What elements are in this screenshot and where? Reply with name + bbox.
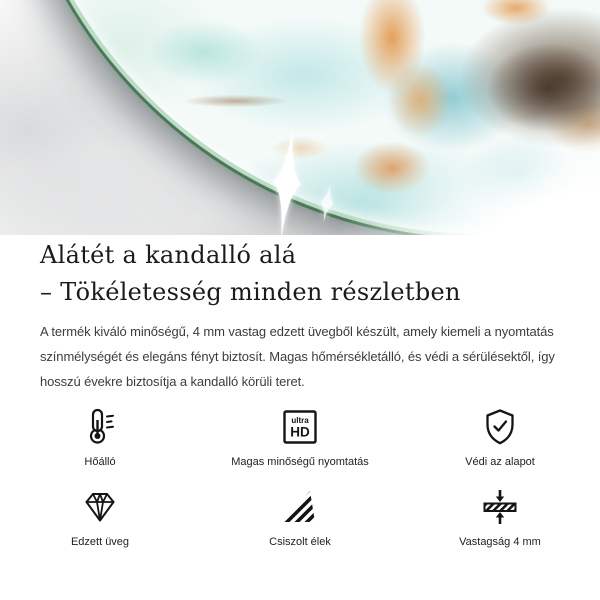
feature-label: Vastagság 4 mm — [459, 536, 541, 548]
product-image — [0, 0, 600, 235]
page-title-line-2: – Tökéletesség minden részletben — [40, 278, 461, 306]
polished-edges-icon — [280, 487, 320, 527]
ultra-hd-icon — [280, 407, 320, 447]
thickness-icon — [480, 487, 520, 527]
shield-check-icon — [480, 407, 520, 447]
feature-label: Hőálló — [84, 456, 116, 468]
feature-icon-box — [280, 406, 320, 448]
product-description — [40, 319, 600, 394]
feature-icon-box — [480, 486, 520, 528]
feature-icon-box — [280, 486, 320, 528]
feature-label: Magas minőségű nyomtatás — [231, 456, 369, 468]
feature-polished-edges — [200, 486, 400, 548]
ultra-hd-badge-bottom: HD — [290, 424, 310, 440]
diamond-icon — [80, 487, 120, 527]
page-title — [40, 237, 600, 311]
feature-icon-box — [80, 406, 120, 448]
feature-heat-resistant — [0, 406, 200, 468]
description-line: színmélységét és elegáns fényt biztosít. Magas hőmérsékletálló, és védi a sérülésektől, így — [40, 349, 555, 364]
ultra-hd-badge-top: ultra — [291, 416, 309, 425]
feature-grid — [0, 406, 600, 566]
feature-label: Csiszolt élek — [269, 536, 331, 548]
description-line: hosszú évekre biztosítja a kandalló körüli teret. — [40, 374, 305, 389]
feature-protects-base — [400, 406, 600, 468]
thermometer-icon — [80, 407, 120, 447]
description-line: A termék kiváló minőségű, 4 mm vastag edzett üvegből készült, amely kiemeli a nyomtatás — [40, 324, 554, 339]
feature-icon-box — [80, 486, 120, 528]
feature-ultra-hd-print — [200, 406, 400, 468]
page-title-line-1: Alátét a kandalló alá — [40, 241, 297, 269]
feature-thickness-4mm — [400, 486, 600, 548]
feature-label: Edzett üveg — [70, 536, 130, 548]
feature-tempered-glass — [0, 486, 200, 548]
feature-label: Védi az alapot — [465, 456, 535, 468]
feature-icon-box — [480, 406, 520, 448]
